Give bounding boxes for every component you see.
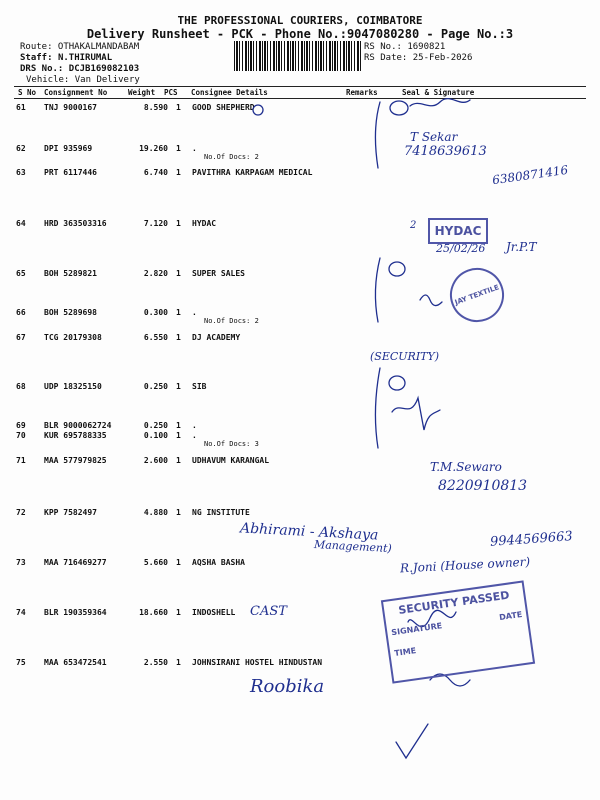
handwriting-signature: Roobika [250,676,325,697]
circle-stroke [253,105,263,115]
row-consignee: . [192,421,197,430]
row-pcs: 1 [176,421,181,430]
col-weight: Weight [128,88,156,97]
col-pcs: PCS [164,88,178,97]
row-weight: 4.880 [143,508,168,517]
handwriting-name: R.Joni (House owner) [399,554,531,576]
row-consignee: SUPER SALES [192,269,245,278]
stamp-time-label: TIME [393,646,417,659]
handwriting-name: Abhirami - Akshaya [239,520,379,544]
row-pcs: 1 [176,269,181,278]
row-consignment: DPI 935969 [44,144,93,153]
col-remarks: Remarks [346,88,378,97]
row-pcs: 1 [176,431,181,440]
rs-number: RS No.: 1690821 [364,42,446,52]
row-weight: 6.550 [143,333,168,342]
row-consignee: . [192,431,197,440]
row-consignee: SIB [192,382,207,391]
row-weight: 18.660 [139,608,168,617]
row-consignment: KPP 7582497 [44,508,97,517]
row-consignment: BOH 5289821 [44,269,97,278]
row-weight: 5.660 [143,558,168,567]
handwriting-phone: 8220910813 [438,478,528,494]
row-consignment: HRD 363503316 [44,219,107,228]
handwriting-note: (SECURITY) [370,350,440,363]
row-consignment: TCG 20179308 [44,333,102,342]
row-weight: 8.590 [143,103,168,112]
vehicle: Vehicle: Van Delivery [26,75,140,85]
col-sno: S No [18,88,37,97]
row-pcs: 1 [176,144,181,153]
row-consignee: . [192,308,197,317]
bracket-stroke [375,258,380,322]
row-consignment: BLR 190359364 [44,608,107,617]
staff-name: N.THIRUMAL [57,53,113,63]
row-consignee: INDOSHELL [192,608,236,617]
row-weight: 0.100 [143,431,168,440]
col-seal: Seal & Signature [402,88,475,97]
row-pcs: 1 [176,333,181,342]
row-pcs: 1 [176,558,181,567]
security-passed-label: SECURITY PASSED [397,588,511,618]
row-pcs: 1 [176,308,181,317]
hydac-stamp: HYDAC [428,218,488,244]
handwriting-note: CAST [250,604,287,619]
row-consignee: UDHAVUM KARANGAL [192,456,270,465]
drs-number: DCJB169082103 [68,64,140,74]
row-consignment: MAA 653472541 [44,658,107,667]
signature-stroke [392,398,440,430]
row-consignee: DJ ACADEMY [192,333,241,342]
row-docs: No.Of Docs: 3 [204,440,259,448]
stamp-signature-label: SIGNATURE [390,621,443,638]
row-sno: 66 [16,308,26,317]
document-subtitle: Delivery Runsheet - PCK - Phone No.:9047080280 - Page No.:3 [86,27,514,41]
handwriting-name: T Sekar [410,130,458,144]
row-pcs: 1 [176,382,181,391]
handwriting-signature: Jr.P.T [506,240,537,254]
row-consignment: BLR 9000062724 [44,421,112,430]
row-consignment: BOH 5289698 [44,308,97,317]
row-pcs: 1 [176,658,181,667]
row-weight: 7.120 [143,219,168,228]
bracket-stroke [375,368,380,448]
handwriting-phone: 7418639613 [404,144,487,159]
row-sno: 69 [16,421,26,430]
row-sno: 64 [16,219,26,228]
row-sno: 71 [16,456,26,465]
document-title: THE PROFESSIONAL COURIERS, COIMBATORE [177,14,423,27]
bracket-stroke [375,102,380,168]
row-sno: 65 [16,269,26,278]
row-weight: 2.820 [143,269,168,278]
row-docs: No.Of Docs: 2 [204,153,259,161]
row-consignee: GOOD SHEPHERD [192,103,255,112]
row-consignee: NG INSTITUTE [192,508,250,517]
circle-stroke [389,376,405,390]
row-sno: 72 [16,508,26,517]
row-weight: 0.300 [143,308,168,317]
check-stroke [396,724,428,758]
col-consignment: Consignment No [44,88,108,97]
row-pcs: 1 [176,508,181,517]
row-sno: 62 [16,144,26,153]
signature-stroke [410,99,470,106]
handwriting-mark: 2 [410,220,417,231]
row-sno: 68 [16,382,26,391]
row-pcs: 1 [176,608,181,617]
signature-stroke [420,295,442,306]
staff-label: Staff: [20,53,53,63]
row-sno: 73 [16,558,26,567]
row-sno: 74 [16,608,26,617]
row-consignment: MAA 577979825 [44,456,107,465]
row-consignee: . [192,144,197,153]
row-consignment: MAA 716469277 [44,558,107,567]
row-sno: 70 [16,431,26,440]
row-consignment: KUR 695788335 [44,431,107,440]
jay-textile-stamp: JAY TEXTILE [442,260,511,329]
row-sno: 67 [16,333,26,342]
handwriting-name: Management) [313,537,393,556]
row-consignee: PAVITHRA KARPAGAM MEDICAL [192,168,313,177]
circle-stroke [390,101,408,115]
handwriting-name: T.M.Sewaro [430,460,502,474]
row-docs: No.Of Docs: 2 [204,317,259,325]
row-sno: 61 [16,103,26,112]
row-consignee: HYDAC [192,219,217,228]
row-pcs: 1 [176,219,181,228]
handwriting-phone: 9944569663 [489,529,574,550]
stamp-date-label: DATE [498,609,523,623]
row-consignment: TNJ 9000167 [44,103,97,112]
row-weight: 19.260 [139,144,168,153]
row-pcs: 1 [176,456,181,465]
row-sno: 75 [16,658,26,667]
circle-stroke [389,262,405,276]
row-weight: 2.550 [143,658,168,667]
row-weight: 0.250 [143,421,168,430]
handwriting-date: 25/02/26 [436,242,486,255]
row-consignment: UDP 18325150 [44,382,102,391]
row-pcs: 1 [176,103,181,112]
col-consignee: Consignee Details [191,88,268,97]
row-consignee: AQSHA BASHA [192,558,245,567]
row-consignment: PRT 6117446 [44,168,97,177]
rs-date: RS Date: 25-Feb-2026 [364,53,473,63]
row-weight: 2.600 [143,456,168,465]
row-sno: 63 [16,168,26,177]
row-weight: 0.250 [143,382,168,391]
row-consignee: JOHNSIRANI HOSTEL HINDUSTAN [192,658,323,667]
handwriting-phone: 6380871416 [491,162,569,188]
drs-label: DRS No.: [20,64,64,74]
row-weight: 6.740 [143,168,168,177]
row-pcs: 1 [176,168,181,177]
route: Route: OTHAKALMANDABAM [20,42,140,52]
